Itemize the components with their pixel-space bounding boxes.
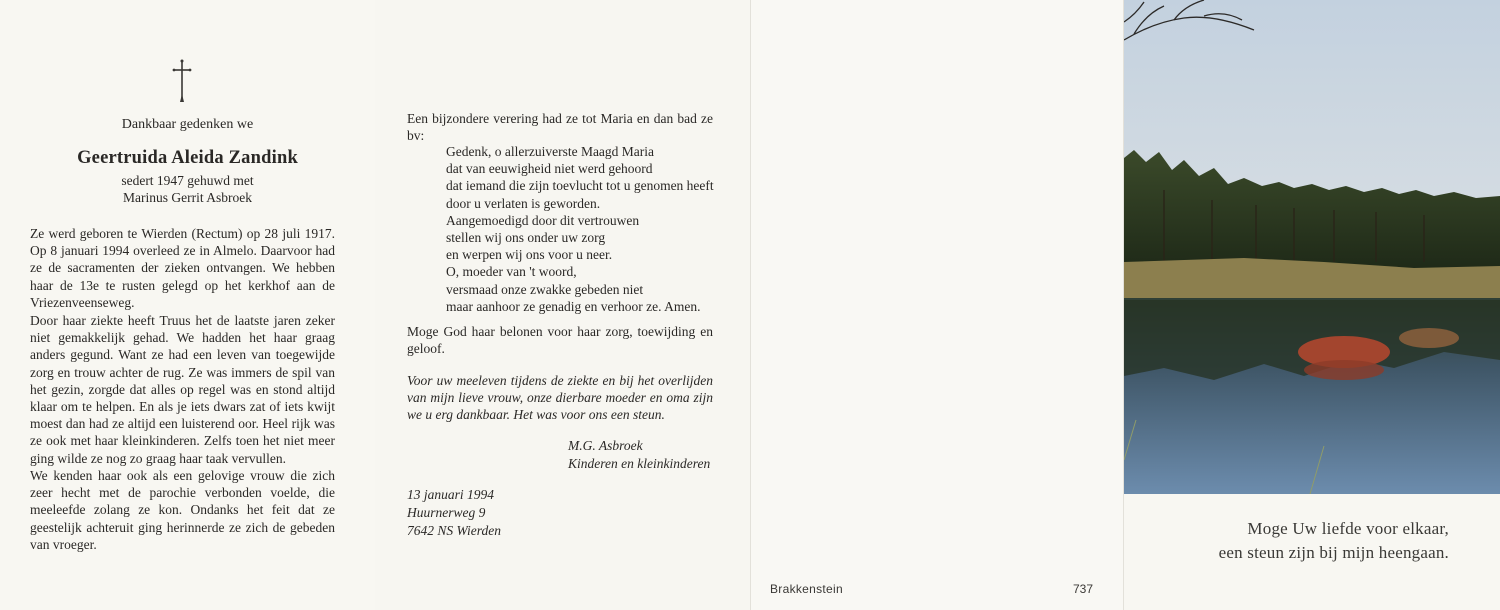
prayer-line: dat van eeuwigheid niet werd gehoord bbox=[446, 161, 653, 177]
prayer-line: door u verlaten is geworden. bbox=[446, 195, 601, 211]
city-text: 7642 NS Wierden bbox=[407, 522, 501, 538]
spouse-name: Marinus Gerrit Asbroek bbox=[123, 190, 252, 205]
biography-paragraph bbox=[30, 312, 335, 467]
prayer-line: stellen wij ons onder uw zorg bbox=[446, 230, 606, 246]
card-panel-back bbox=[750, 0, 1124, 610]
paragraph-text: We kenden haar ook als een gelovige vrouw die zich zeer hecht met de parochie verbonden voelde, die meeleefde zolang ze kon. Ondanks het feit dat ze geestelijk achteruit ging herinnerde ze zich de gebeden van vroeger. bbox=[30, 468, 335, 552]
address-block bbox=[407, 486, 607, 539]
paragraph-text: Ze werd geboren te Wierden (Rectum) op 28 juli 1917. Op 8 januari 1994 overleed ze in Almelo. Daarvoor had ze de sacramenten der zieken ontvangen. We hebben haar de 13e te rusten gelegd op het kerkhof aan de Vriezenveenseweg. bbox=[30, 226, 335, 310]
prayer-line: O, moeder van 't woord, bbox=[446, 264, 577, 280]
verse-line: Moge Uw liefde voor elkaar, bbox=[1247, 519, 1449, 538]
thanks-text: Voor uw meeleven tijdens de ziekte en bij het overlijden van mijn lieve vrouw, onze dierbare moeder en oma zijn we u erg dankbaar. Het was voor ons een steun. bbox=[407, 373, 713, 423]
prayer-text bbox=[446, 143, 726, 315]
lake-photo bbox=[1124, 0, 1500, 494]
paragraph-text: Door haar ziekte heeft Truus het de laatste jaren zeker niet gemakkelijk gehad. We hadden het haar graag anders gegund. Want ze had een leven van toegewijde zorg en trouw achter de rug. Ze was immers de spil van het gezin, zorgde dat alles op regel was en stond altijd klaar om te helpen. En als je iets dwars zat of iets kwijt moest dan had ze altijd een luisterend oor. Heel rijk was ze ook met haar kleinkinderen. Zelfs toen het niet meer ging wilde ze nog zo graag haar taak vervullen. bbox=[30, 313, 335, 466]
prayer-line: en werpen wij ons voor u neer. bbox=[446, 247, 613, 263]
blessing-text: Moge God haar belonen voor haar zorg, toewijding en geloof. bbox=[407, 324, 713, 357]
biography-paragraph bbox=[30, 225, 335, 311]
signer-name: M.G. Asbroek bbox=[568, 438, 643, 453]
biography-paragraph bbox=[30, 467, 335, 553]
prayer-line: Aangemoedigd door dit vertrouwen bbox=[446, 212, 640, 228]
date-text: 13 januari 1994 bbox=[407, 487, 495, 502]
signature-block bbox=[568, 437, 728, 473]
card-number: 737 bbox=[1073, 582, 1094, 596]
prayer-line: maar aanhoor ze genadig en verhoor ze. Amen. bbox=[446, 298, 701, 314]
street-text: Huurnerweg 9 bbox=[407, 504, 486, 520]
signer-family: Kinderen en kleinkinderen bbox=[568, 455, 711, 471]
printer-name: Brakkenstein bbox=[770, 582, 843, 596]
prayer-line: versmaad onze zwakke gebeden niet bbox=[446, 281, 644, 297]
memorial-heading: Dankbaar gedenken we bbox=[121, 117, 254, 132]
cross-icon bbox=[171, 58, 193, 104]
married-line: sedert 1947 gehuwd met bbox=[121, 173, 254, 188]
prayer-line: dat iemand die zijn toevlucht tot u genomen heeft bbox=[446, 178, 714, 194]
prayer-line: Gedenk, o allerzuiverste Maagd Maria bbox=[446, 144, 655, 159]
fold-line bbox=[750, 0, 751, 610]
verse-line: een steun zijn bij mijn heengaan. bbox=[1218, 543, 1449, 562]
prayer-intro: Een bijzondere verering had ze tot Maria en dan bad ze bv: bbox=[407, 111, 713, 144]
deceased-name: Geertruida Aleida Zandink bbox=[77, 148, 298, 168]
